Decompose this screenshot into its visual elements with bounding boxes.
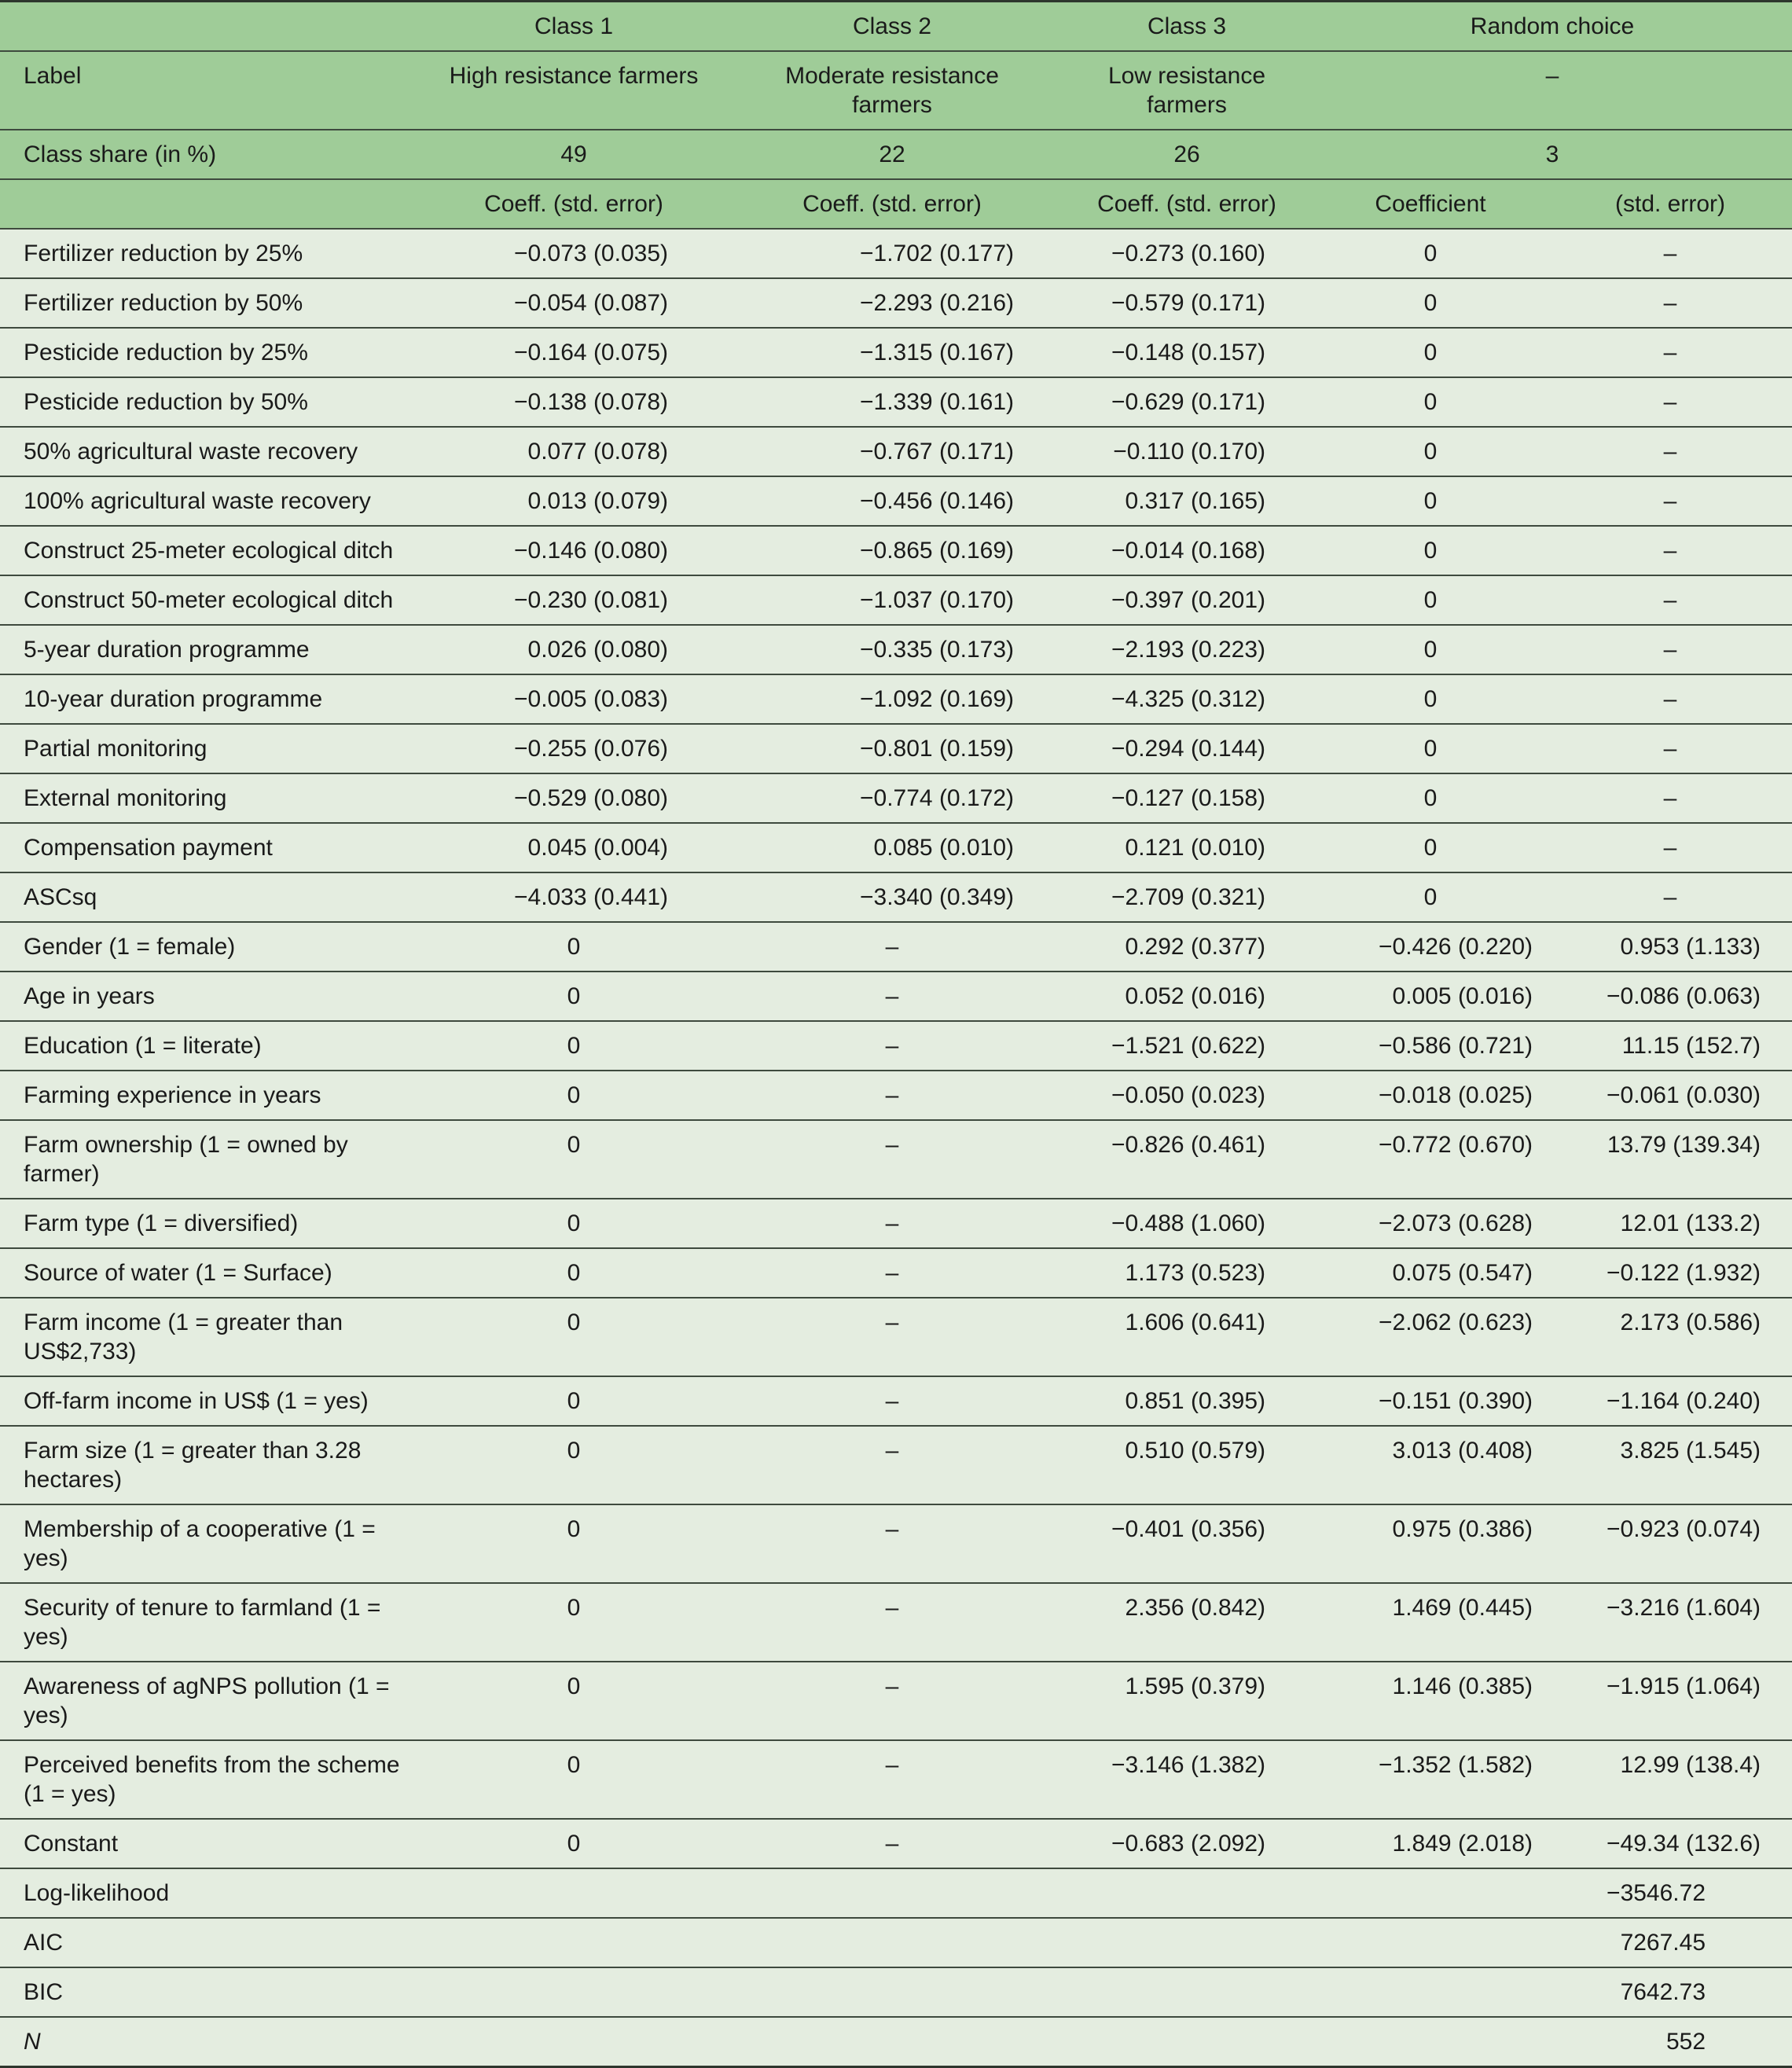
- class1-value: 0.013 (0.079): [424, 476, 723, 526]
- class2-value: –: [723, 1021, 1061, 1071]
- class3-value: −2.193 (0.223): [1061, 625, 1313, 674]
- table-row: [0, 1819, 1792, 1868]
- random-coefficient-value: −0.018 (0.025): [1313, 1071, 1548, 1120]
- random-std-error-value: −0.122 (1.932): [1548, 1248, 1792, 1298]
- class2-value: –: [723, 1199, 1061, 1248]
- random-coefficient-value: 1.469 (0.445): [1313, 1583, 1548, 1662]
- class3-value: 0.121 (0.010): [1061, 823, 1313, 872]
- row-label: 100% agricultural waste recovery: [0, 476, 424, 526]
- class2-value: −2.293 (0.216): [723, 278, 1061, 328]
- random-std-error-value: –: [1548, 278, 1792, 328]
- random-coefficient-value: −1.352 (1.582): [1313, 1740, 1548, 1819]
- class3-value: −0.273 (0.160): [1061, 229, 1313, 278]
- class3-value: 0.052 (0.016): [1061, 972, 1313, 1021]
- class1-value: 0: [424, 1248, 723, 1298]
- random-std-error-value: −3.216 (1.604): [1548, 1583, 1792, 1662]
- header-label-row: [0, 51, 1792, 130]
- row-label: Farm type (1 = diversified): [0, 1199, 424, 1248]
- random-coefficient-value: 1.849 (2.018): [1313, 1819, 1548, 1868]
- share-random: 3: [1313, 130, 1792, 179]
- stat-value: 552: [424, 2017, 1792, 2067]
- class1-value: 0: [424, 1426, 723, 1504]
- class1-value: 0: [424, 1504, 723, 1583]
- class1-value: 0: [424, 1583, 723, 1662]
- table-row: [0, 724, 1792, 773]
- row-label: Farm income (1 = greater than US$2,733): [0, 1298, 424, 1376]
- class1-value: 0: [424, 1819, 723, 1868]
- class1-value: 0.026 (0.080): [424, 625, 723, 674]
- random-coefficient-value: 0: [1313, 674, 1548, 724]
- class3-value: −0.629 (0.171): [1061, 377, 1313, 427]
- class3-value: 2.356 (0.842): [1061, 1583, 1313, 1662]
- sub-class3: Coeff. (std. error): [1061, 179, 1313, 229]
- class2-value: −1.037 (0.170): [723, 575, 1061, 625]
- random-coefficient-value: 0: [1313, 229, 1548, 278]
- header-class2: Class 2: [723, 2, 1061, 52]
- table-row: [0, 1248, 1792, 1298]
- class2-value: –: [723, 1504, 1061, 1583]
- random-std-error-value: –: [1548, 872, 1792, 922]
- header-empty-cell: [0, 2, 424, 52]
- row-label: Perceived benefits from the scheme (1 = yes): [0, 1740, 424, 1819]
- class3-value: −0.683 (2.092): [1061, 1819, 1313, 1868]
- row-label: External monitoring: [0, 773, 424, 823]
- class1-value: 0: [424, 1071, 723, 1120]
- stat-row: [0, 1967, 1792, 2017]
- header-class3: Class 3: [1061, 2, 1313, 52]
- class2-value: –: [723, 1583, 1061, 1662]
- random-std-error-value: 11.15 (152.7): [1548, 1021, 1792, 1071]
- random-coefficient-value: 0: [1313, 724, 1548, 773]
- table-row: [0, 377, 1792, 427]
- stat-value: 7267.45: [424, 1918, 1792, 1967]
- class3-value: −4.325 (0.312): [1061, 674, 1313, 724]
- table-row: [0, 1021, 1792, 1071]
- stat-label: BIC: [0, 1967, 424, 2017]
- table-row: [0, 625, 1792, 674]
- sub-std-error: (std. error): [1548, 179, 1792, 229]
- class3-value: −0.401 (0.356): [1061, 1504, 1313, 1583]
- random-coefficient-value: 0: [1313, 377, 1548, 427]
- class1-value: 0: [424, 1376, 723, 1426]
- class2-value: 0.085 (0.010): [723, 823, 1061, 872]
- class2-value: –: [723, 1071, 1061, 1120]
- row-label: Farm ownership (1 = owned by farmer): [0, 1120, 424, 1199]
- share-row-title: Class share (in %): [0, 130, 424, 179]
- class3-value: 1.595 (0.379): [1061, 1662, 1313, 1740]
- class2-value: −0.774 (0.172): [723, 773, 1061, 823]
- class3-value: −0.148 (0.157): [1061, 328, 1313, 377]
- class1-value: 0: [424, 972, 723, 1021]
- row-label: Pesticide reduction by 50%: [0, 377, 424, 427]
- random-coefficient-value: −0.772 (0.670): [1313, 1120, 1548, 1199]
- class2-value: −0.335 (0.173): [723, 625, 1061, 674]
- class3-value: −0.579 (0.171): [1061, 278, 1313, 328]
- random-std-error-value: 12.99 (138.4): [1548, 1740, 1792, 1819]
- stat-value: −3546.72: [424, 1868, 1792, 1918]
- table-row: [0, 476, 1792, 526]
- random-coefficient-value: −0.586 (0.721): [1313, 1021, 1548, 1071]
- class1-value: 0: [424, 1662, 723, 1740]
- row-label: Partial monitoring: [0, 724, 424, 773]
- random-std-error-value: –: [1548, 724, 1792, 773]
- class1-value: 0: [424, 1298, 723, 1376]
- class1-value: 0: [424, 1740, 723, 1819]
- random-std-error-value: –: [1548, 526, 1792, 575]
- random-std-error-value: –: [1548, 229, 1792, 278]
- stat-label: [0, 2017, 424, 2067]
- row-label: Awareness of agNPS pollution (1 = yes): [0, 1662, 424, 1740]
- stat-row: [0, 2017, 1792, 2067]
- random-std-error-value: 3.825 (1.545): [1548, 1426, 1792, 1504]
- random-std-error-value: 0.953 (1.133): [1548, 922, 1792, 972]
- row-label: Compensation payment: [0, 823, 424, 872]
- row-label: Source of water (1 = Surface): [0, 1248, 424, 1298]
- row-label: 5-year duration programme: [0, 625, 424, 674]
- random-coefficient-value: 1.146 (0.385): [1313, 1662, 1548, 1740]
- class2-value: −1.339 (0.161): [723, 377, 1061, 427]
- random-std-error-value: –: [1548, 773, 1792, 823]
- class3-value: −0.127 (0.158): [1061, 773, 1313, 823]
- class3-value: 0.851 (0.395): [1061, 1376, 1313, 1426]
- class2-value: −1.092 (0.169): [723, 674, 1061, 724]
- table-row: [0, 1662, 1792, 1740]
- row-label: Membership of a cooperative (1 = yes): [0, 1504, 424, 1583]
- class3-value: 0.292 (0.377): [1061, 922, 1313, 972]
- class1-value: −0.255 (0.076): [424, 724, 723, 773]
- random-coefficient-value: −2.073 (0.628): [1313, 1199, 1548, 1248]
- row-label: Farm size (1 = greater than 3.28 hectares): [0, 1426, 424, 1504]
- random-coefficient-value: 0: [1313, 427, 1548, 476]
- class2-value: −1.702 (0.177): [723, 229, 1061, 278]
- class3-value: 1.606 (0.641): [1061, 1298, 1313, 1376]
- random-coefficient-value: 0.975 (0.386): [1313, 1504, 1548, 1583]
- random-std-error-value: −1.164 (0.240): [1548, 1376, 1792, 1426]
- random-coefficient-value: 0: [1313, 872, 1548, 922]
- class3-value: −3.146 (1.382): [1061, 1740, 1313, 1819]
- class1-value: −0.005 (0.083): [424, 674, 723, 724]
- class2-value: –: [723, 1819, 1061, 1868]
- random-std-error-value: –: [1548, 377, 1792, 427]
- table-row: [0, 922, 1792, 972]
- class1-value: −0.146 (0.080): [424, 526, 723, 575]
- sub-class1: Coeff. (std. error): [424, 179, 723, 229]
- random-coefficient-value: 0: [1313, 625, 1548, 674]
- table-row: [0, 972, 1792, 1021]
- table-row: [0, 823, 1792, 872]
- class1-value: −0.138 (0.078): [424, 377, 723, 427]
- class2-value: –: [723, 922, 1061, 972]
- share-class1: 49: [424, 130, 723, 179]
- stat-row: [0, 1918, 1792, 1967]
- class2-value: –: [723, 1426, 1061, 1504]
- class3-value: −0.488 (1.060): [1061, 1199, 1313, 1248]
- row-label: Age in years: [0, 972, 424, 1021]
- row-label: ASCsq: [0, 872, 424, 922]
- table-row: [0, 1504, 1792, 1583]
- stat-value: 7642.73: [424, 1967, 1792, 2017]
- class1-value: −0.054 (0.087): [424, 278, 723, 328]
- sub-class2: Coeff. (std. error): [723, 179, 1061, 229]
- stat-label: Log-likelihood: [0, 1868, 424, 1918]
- class3-value: −0.110 (0.170): [1061, 427, 1313, 476]
- class1-value: −0.073 (0.035): [424, 229, 723, 278]
- class3-value: −0.397 (0.201): [1061, 575, 1313, 625]
- row-label: Education (1 = literate): [0, 1021, 424, 1071]
- row-label: 10-year duration programme: [0, 674, 424, 724]
- table-row: [0, 1120, 1792, 1199]
- table-row: [0, 1376, 1792, 1426]
- share-class3: 26: [1061, 130, 1313, 179]
- random-std-error-value: 12.01 (133.2): [1548, 1199, 1792, 1248]
- random-std-error-value: –: [1548, 625, 1792, 674]
- random-std-error-value: 13.79 (139.34): [1548, 1120, 1792, 1199]
- class2-value: −1.315 (0.167): [723, 328, 1061, 377]
- class1-value: −4.033 (0.441): [424, 872, 723, 922]
- table-row: [0, 328, 1792, 377]
- header-class-row: [0, 2, 1792, 52]
- stat-label-text: N: [24, 2029, 41, 2055]
- random-coefficient-value: 0: [1313, 773, 1548, 823]
- random-std-error-value: −0.923 (0.074): [1548, 1504, 1792, 1583]
- label-class1: High resistance farmers: [424, 51, 723, 130]
- table-row: [0, 1199, 1792, 1248]
- random-std-error-value: −49.34 (132.6): [1548, 1819, 1792, 1868]
- class3-value: −2.709 (0.321): [1061, 872, 1313, 922]
- class2-value: –: [723, 972, 1061, 1021]
- header-share-row: [0, 130, 1792, 179]
- row-label: Fertilizer reduction by 50%: [0, 278, 424, 328]
- random-std-error-value: −0.086 (0.063): [1548, 972, 1792, 1021]
- table-row: [0, 1071, 1792, 1120]
- label-row-title: Label: [0, 51, 424, 130]
- class1-value: 0: [424, 922, 723, 972]
- class2-value: –: [723, 1740, 1061, 1819]
- random-std-error-value: –: [1548, 328, 1792, 377]
- row-label: Security of tenure to farmland (1 = yes): [0, 1583, 424, 1662]
- table-row: [0, 1740, 1792, 1819]
- random-coefficient-value: 3.013 (0.408): [1313, 1426, 1548, 1504]
- class3-value: −0.294 (0.144): [1061, 724, 1313, 773]
- row-label: Gender (1 = female): [0, 922, 424, 972]
- class3-value: −0.014 (0.168): [1061, 526, 1313, 575]
- table-row: [0, 229, 1792, 278]
- row-label: Constant: [0, 1819, 424, 1868]
- random-coefficient-value: 0: [1313, 476, 1548, 526]
- random-std-error-value: −1.915 (1.064): [1548, 1662, 1792, 1740]
- table-row: [0, 773, 1792, 823]
- random-std-error-value: –: [1548, 575, 1792, 625]
- class1-value: −0.529 (0.080): [424, 773, 723, 823]
- random-std-error-value: –: [1548, 427, 1792, 476]
- stat-label: AIC: [0, 1918, 424, 1967]
- header-class1: Class 1: [424, 2, 723, 52]
- class1-value: 0.077 (0.078): [424, 427, 723, 476]
- random-std-error-value: 2.173 (0.586): [1548, 1298, 1792, 1376]
- random-coefficient-value: 0: [1313, 278, 1548, 328]
- class1-value: −0.164 (0.075): [424, 328, 723, 377]
- class2-value: −0.865 (0.169): [723, 526, 1061, 575]
- class2-value: −3.340 (0.349): [723, 872, 1061, 922]
- random-coefficient-value: 0.075 (0.547): [1313, 1248, 1548, 1298]
- class1-value: 0: [424, 1199, 723, 1248]
- header-random-choice: Random choice: [1313, 2, 1792, 52]
- random-coefficient-value: 0: [1313, 526, 1548, 575]
- random-coefficient-value: 0: [1313, 328, 1548, 377]
- class2-value: –: [723, 1662, 1061, 1740]
- table-row: [0, 1298, 1792, 1376]
- random-coefficient-value: −0.151 (0.390): [1313, 1376, 1548, 1426]
- random-coefficient-value: −0.426 (0.220): [1313, 922, 1548, 972]
- class1-value: −0.230 (0.081): [424, 575, 723, 625]
- random-std-error-value: −0.061 (0.030): [1548, 1071, 1792, 1120]
- table-row: [0, 526, 1792, 575]
- class2-value: −0.767 (0.171): [723, 427, 1061, 476]
- row-label: Construct 25-meter ecological ditch: [0, 526, 424, 575]
- sub-empty-cell: [0, 179, 424, 229]
- class3-value: 0.317 (0.165): [1061, 476, 1313, 526]
- random-std-error-value: –: [1548, 476, 1792, 526]
- row-label: Farming experience in years: [0, 1071, 424, 1120]
- table-row: [0, 278, 1792, 328]
- stat-row: [0, 1868, 1792, 1918]
- class2-value: −0.801 (0.159): [723, 724, 1061, 773]
- class3-value: 0.510 (0.579): [1061, 1426, 1313, 1504]
- random-std-error-value: –: [1548, 674, 1792, 724]
- label-random: –: [1313, 51, 1792, 130]
- class2-value: –: [723, 1248, 1061, 1298]
- row-label: Off-farm income in US$ (1 = yes): [0, 1376, 424, 1426]
- random-coefficient-value: 0: [1313, 575, 1548, 625]
- class2-value: −0.456 (0.146): [723, 476, 1061, 526]
- label-class2: Moderate resistance farmers: [723, 51, 1061, 130]
- random-coefficient-value: 0: [1313, 823, 1548, 872]
- random-coefficient-value: −2.062 (0.623): [1313, 1298, 1548, 1376]
- random-coefficient-value: 0.005 (0.016): [1313, 972, 1548, 1021]
- class3-value: −1.521 (0.622): [1061, 1021, 1313, 1071]
- class1-value: 0: [424, 1021, 723, 1071]
- row-label: Fertilizer reduction by 25%: [0, 229, 424, 278]
- class2-value: –: [723, 1120, 1061, 1199]
- table-row: [0, 427, 1792, 476]
- table-row: [0, 1583, 1792, 1662]
- row-label: Pesticide reduction by 25%: [0, 328, 424, 377]
- class3-value: −0.826 (0.461): [1061, 1120, 1313, 1199]
- share-class2: 22: [723, 130, 1061, 179]
- row-label: Construct 50-meter ecological ditch: [0, 575, 424, 625]
- class2-value: –: [723, 1376, 1061, 1426]
- header-sub-row: [0, 179, 1792, 229]
- class1-value: 0.045 (0.004): [424, 823, 723, 872]
- random-std-error-value: –: [1548, 823, 1792, 872]
- class3-value: 1.173 (0.523): [1061, 1248, 1313, 1298]
- sub-coefficient: Coefficient: [1313, 179, 1548, 229]
- table-row: [0, 872, 1792, 922]
- table-row: [0, 1426, 1792, 1504]
- row-label: 50% agricultural waste recovery: [0, 427, 424, 476]
- table-row: [0, 575, 1792, 625]
- table-row: [0, 674, 1792, 724]
- label-class3: Low resistance farmers: [1061, 51, 1313, 130]
- class3-value: −0.050 (0.023): [1061, 1071, 1313, 1120]
- class1-value: 0: [424, 1120, 723, 1199]
- class2-value: –: [723, 1298, 1061, 1376]
